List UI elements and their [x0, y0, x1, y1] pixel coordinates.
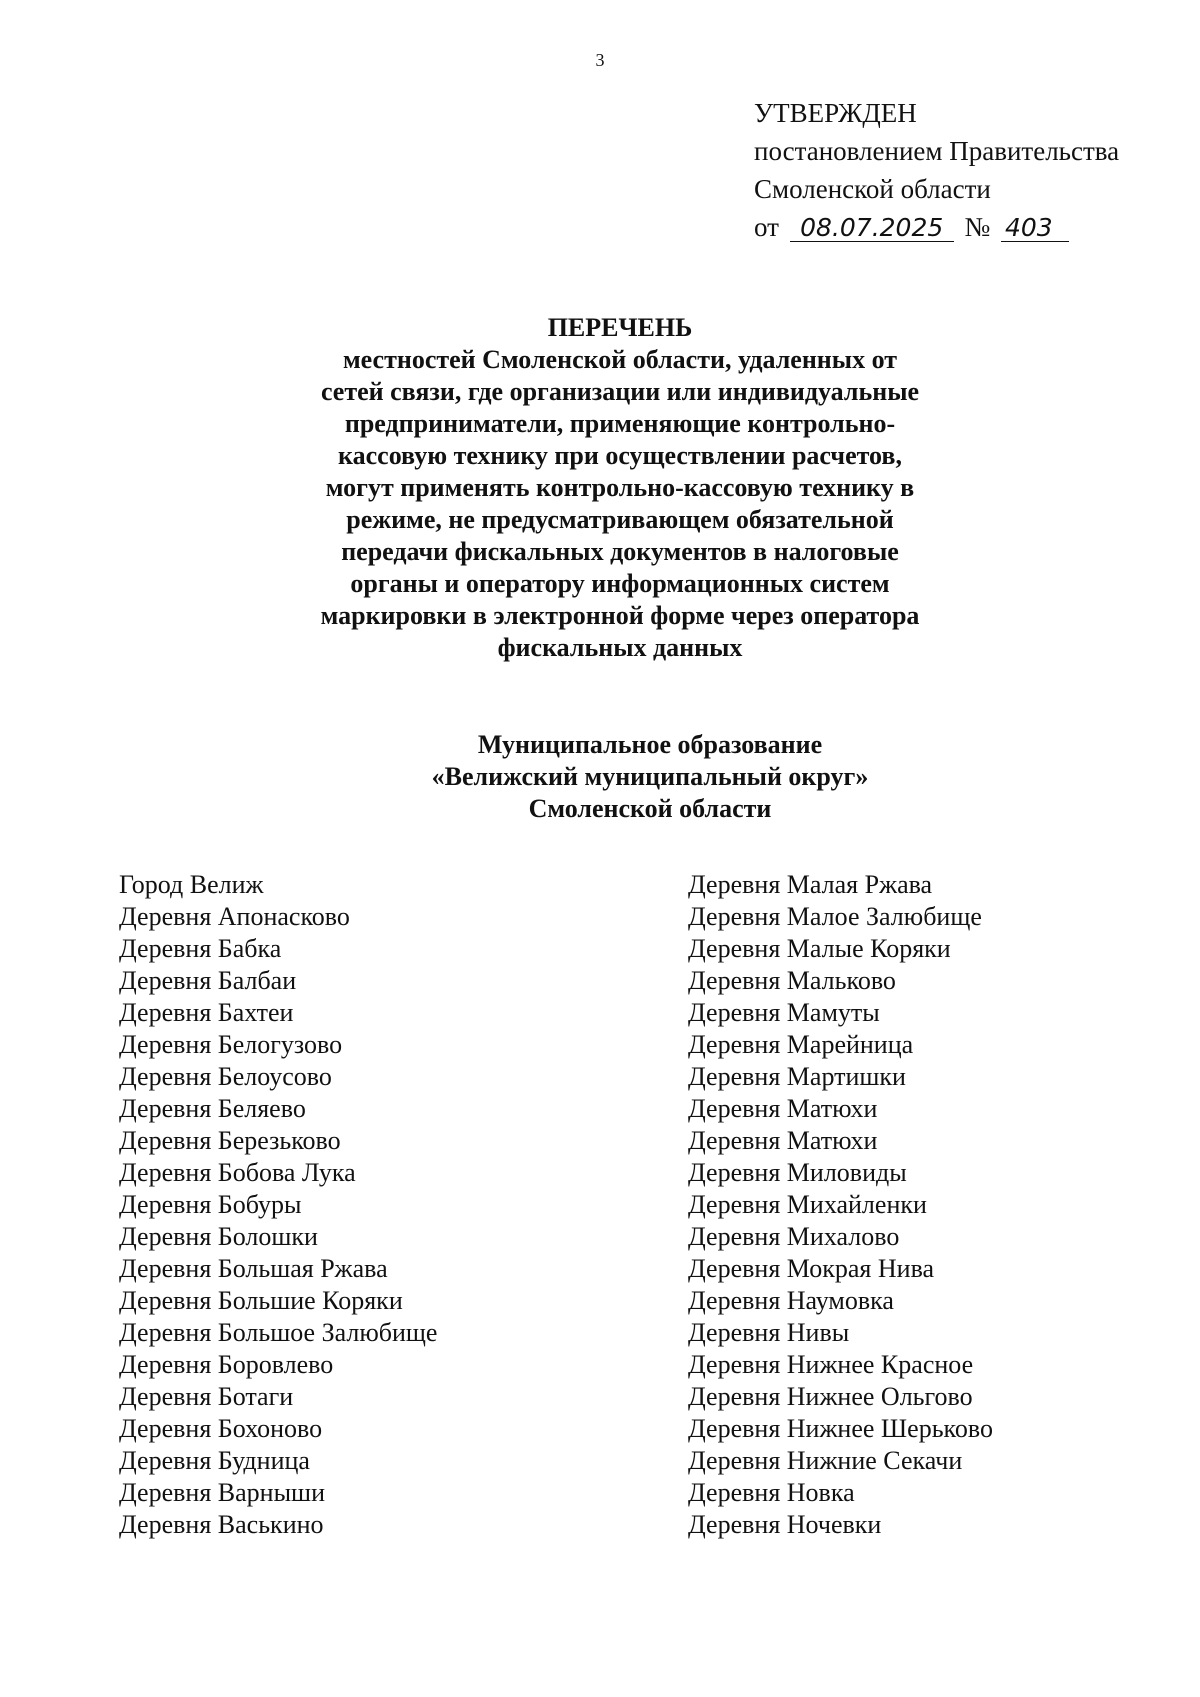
locality-item: Деревня Мамуты	[688, 998, 880, 1027]
handwritten-date: 08.07.2025	[790, 215, 954, 242]
page-number: 3	[595, 50, 605, 70]
locality-item: Деревня Боровлево	[119, 1350, 334, 1379]
title-line: маркировки в электронной форме через оператора	[320, 601, 920, 630]
approval-line-1: постановлением Правительства	[754, 136, 1120, 166]
locality-item: Деревня Васькино	[119, 1510, 324, 1539]
locality-item: Деревня Матюхи	[688, 1126, 878, 1155]
locality-item: Деревня Болошки	[119, 1222, 318, 1251]
locality-item: Деревня Нижнее Шерьково	[688, 1414, 993, 1443]
locality-item: Деревня Малая Ржава	[688, 870, 933, 899]
document-title	[240, 312, 1000, 664]
locality-item: Деревня Мальково	[688, 966, 896, 995]
locality-item: Деревня Нижнее Красное	[688, 1350, 974, 1379]
title-line: могут применять контрольно-кассовую технику в	[325, 473, 915, 502]
locality-item: Деревня Нивы	[688, 1318, 850, 1347]
locality-item: Деревня Большая Ржава	[119, 1254, 388, 1283]
locality-item: Деревня Малое Залюбище	[688, 902, 982, 931]
locality-item: Деревня Будница	[119, 1446, 310, 1475]
date-prefix: от	[754, 212, 779, 242]
handwritten-number: 403	[1001, 215, 1069, 242]
approval-stamp	[754, 94, 1119, 246]
locality-item: Деревня Марейница	[688, 1030, 914, 1059]
localities-right-column	[688, 869, 993, 1541]
locality-item: Деревня Белоусово	[119, 1062, 332, 1091]
municipality-heading	[300, 729, 1000, 825]
locality-item: Деревня Березьково	[119, 1126, 341, 1155]
locality-item: Деревня Нижние Секачи	[688, 1446, 963, 1475]
locality-item: Деревня Ботаги	[119, 1382, 294, 1411]
locality-item: Деревня Новка	[688, 1478, 855, 1507]
locality-item: Деревня Балбаи	[119, 966, 297, 995]
locality-item: Деревня Белогузово	[119, 1030, 343, 1059]
approval-title: УТВЕРЖДЕН	[754, 98, 917, 128]
approval-line-2: Смоленской области	[754, 174, 991, 204]
localities-left-column	[119, 869, 437, 1541]
title-line: передачи фискальных документов в налоговые	[341, 537, 899, 566]
locality-item: Деревня Наумовка	[688, 1286, 894, 1315]
locality-item: Деревня Беляево	[119, 1094, 306, 1123]
locality-item: Деревня Миловиды	[688, 1158, 907, 1187]
locality-item: Деревня Мартишки	[688, 1062, 906, 1091]
locality-item: Деревня Бохоново	[119, 1414, 323, 1443]
municipality-line-1: Муниципальное образование	[477, 730, 823, 759]
title-line: режиме, не предусматривающем обязательной	[346, 505, 894, 534]
title-line: кассовую технику при осуществлении расчетов,	[338, 441, 902, 470]
title-line: органы и оператору информационных систем	[350, 569, 890, 598]
municipality-line-2: «Велижский муниципальный округ»	[431, 762, 869, 791]
locality-item: Деревня Варныши	[119, 1478, 325, 1507]
locality-item: Деревня Матюхи	[688, 1094, 878, 1123]
locality-item: Город Велиж	[119, 870, 264, 899]
title-heading: ПЕРЕЧЕНЬ	[547, 313, 693, 342]
locality-item: Деревня Михалово	[688, 1222, 900, 1251]
municipality-line-3: Смоленской области	[528, 794, 772, 823]
locality-item: Деревня Бобуры	[119, 1190, 302, 1219]
title-line: фискальных данных	[497, 633, 743, 662]
title-line: местностей Смоленской области, удаленных от	[342, 345, 898, 374]
title-line: предприниматели, применяющие контрольно-	[344, 409, 896, 438]
locality-item: Деревня Бобова Лука	[119, 1158, 356, 1187]
locality-item: Деревня Михайленки	[688, 1190, 927, 1219]
locality-item: Деревня Бабка	[119, 934, 282, 963]
locality-item: Деревня Большое Залюбище	[119, 1318, 438, 1347]
locality-item: Деревня Мокрая Нива	[688, 1254, 935, 1283]
locality-item: Деревня Бахтеи	[119, 998, 294, 1027]
title-lines	[240, 344, 1000, 664]
approval-date-line	[754, 208, 1119, 246]
locality-item: Деревня Большие Коряки	[119, 1286, 403, 1315]
title-line: сетей связи, где организации или индивидуальные	[320, 377, 920, 406]
locality-item: Деревня Ночевки	[688, 1510, 882, 1539]
locality-item: Деревня Малые Коряки	[688, 934, 951, 963]
locality-item: Деревня Апонасково	[119, 902, 350, 931]
number-prefix: №	[964, 212, 991, 242]
locality-item: Деревня Нижнее Ольгово	[688, 1382, 973, 1411]
